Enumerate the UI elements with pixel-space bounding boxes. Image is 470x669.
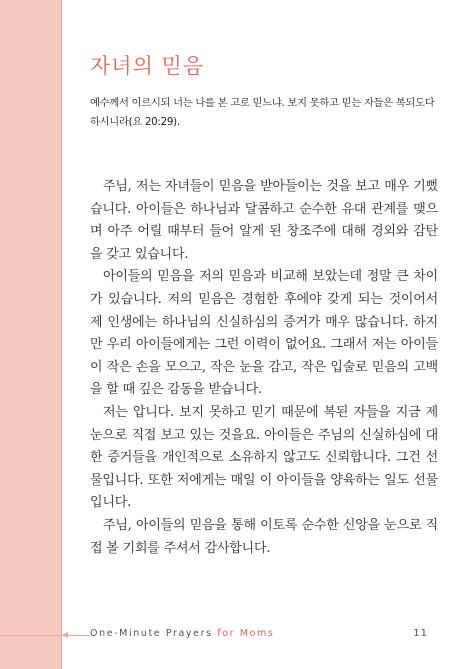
paragraph: 저는 압니다. 보지 못하고 믿기 때문에 복된 자들을 지금 제 눈으로 직접 보고 있는 것을요. 아이들은 주님의 신실하심에 대한 증거들을 개인적으로 소유하지 않고도 신뢰합니다. 그건 선물입니다. 또한 저에게는 매일 이 아이들을 양육하는 일도 선물입니다. bbox=[90, 404, 438, 511]
footer-marker-icon bbox=[62, 632, 68, 638]
paragraph: 주님, 저는 자녀들이 믿음을 받아들이는 것을 보고 매우 기뻤습니다. 아이들은 하나님과 달콤하고 순수한 유대 관계를 맺으며 아주 어릴 때부터 들어 알게 된 창조주에 대해 경외와 감탄을 갖고 있습니다. bbox=[90, 179, 438, 262]
book-title-footer bbox=[90, 628, 274, 639]
book-title-main: One-Minute Prayers bbox=[90, 628, 213, 639]
paragraph: 주님, 아이들의 믿음을 통해 이토록 순수한 신앙을 눈으로 직접 볼 기회를 주셔서 감사합니다. bbox=[90, 517, 438, 556]
book-title-accent: for Moms bbox=[217, 628, 275, 639]
side-color-band bbox=[0, 0, 61, 669]
side-band-edge bbox=[61, 0, 62, 669]
paragraph: 아이들의 믿음을 저의 믿음과 비교해 보았는데 정말 큰 차이가 있습니다. 저의 믿음은 경험한 후에야 갖게 되는 것이어서 제 인생에는 하나님의 신실하심의 증거가 매우 많습니다. 하지만 우리 아이들에게는 그런 이력이 없어요. 그래서 저는 아이들이 작은 손을 모으고, 작은 눈을 감고, 작은 입술로 믿음의 고백을 할 때 깊은 감동을 받습니다. bbox=[90, 269, 438, 398]
prayer-body bbox=[90, 176, 438, 560]
page-title: 자녀의 믿음 bbox=[90, 54, 205, 78]
footer-rule bbox=[0, 635, 90, 636]
scripture-verse: 예수께서 이르시되 너는 나를 본 고로 믿느냐. 보지 못하고 믿는 자들은 복되도다 하시니라(요 20:29). bbox=[90, 97, 435, 128]
page-number: 11 bbox=[413, 628, 428, 639]
